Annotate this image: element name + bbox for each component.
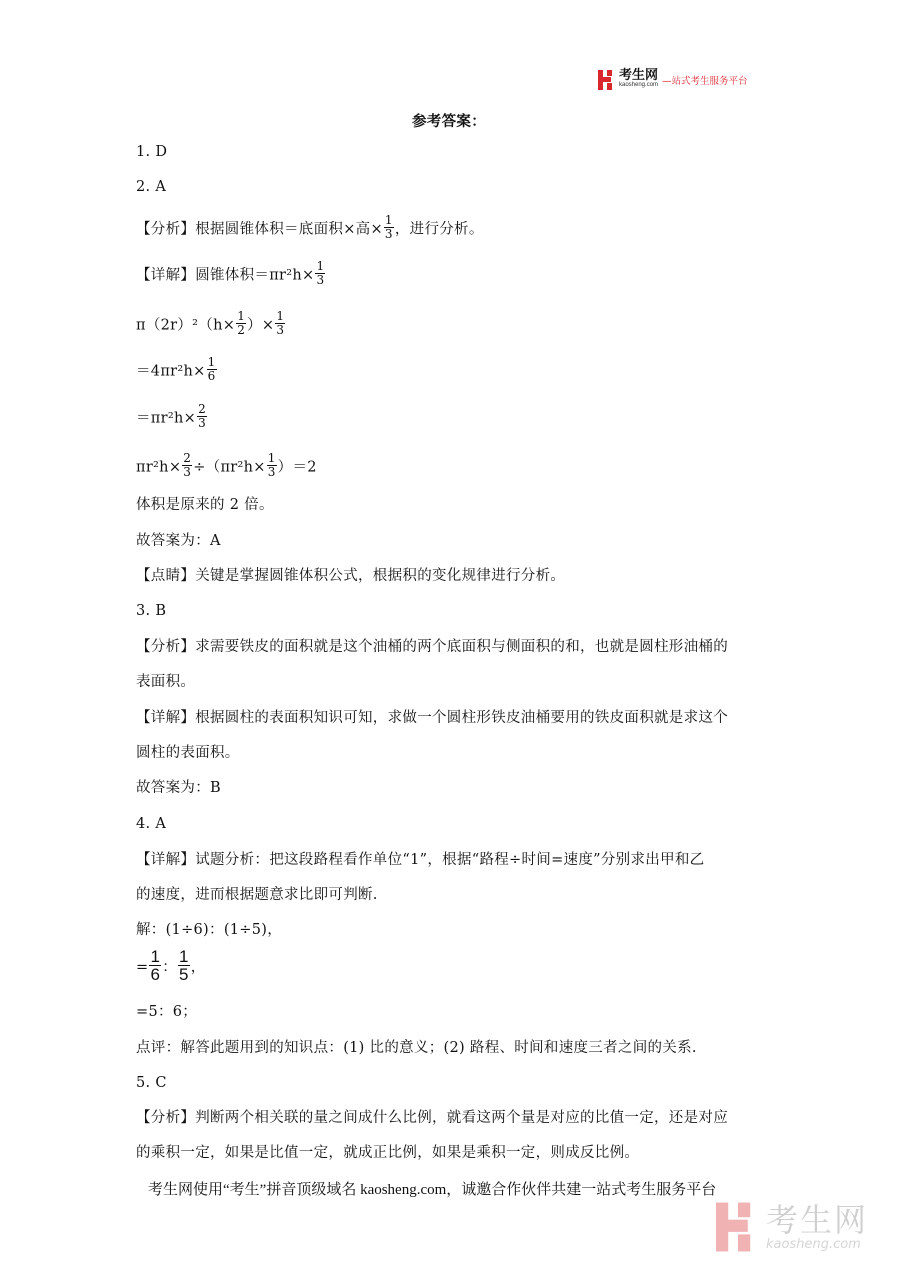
header-slogan: —站式考生服务平台 — [662, 76, 748, 87]
detail-2-line5-post: ）＝2 — [277, 459, 317, 476]
detail-2-line3-text: ＝4πr²h× — [136, 363, 206, 380]
detail-2-line2-mid: ）× — [247, 317, 275, 334]
analysis-5-line1: 【分析】判断两个相关联的量之间成什么比例，就看这两个量是对应的比值一定，还是对应 — [136, 1110, 728, 1126]
analysis-3-line1: 【分析】求需要铁皮的面积就是这个油桶的两个底面积与侧面积的和，也就是圆柱形油桶的 — [136, 639, 728, 655]
answer-3-final: 故答案为：B — [136, 780, 221, 796]
detail-3-line1: 【详解】根据圆柱的表面积知识可知，求做一个圆柱形铁皮油桶要用的铁皮面积就是求这个 — [136, 710, 728, 726]
fraction-denominator: 3 — [384, 227, 393, 241]
analysis-3-line2: 表面积。 — [136, 674, 196, 690]
fraction-1-3 — [267, 452, 277, 479]
fraction-denominator: 3 — [267, 465, 276, 479]
fraction-numerator: 1 — [384, 213, 393, 227]
fraction-1-5 — [178, 948, 190, 983]
detail-2-line2-text: π（2r）²（h× — [136, 317, 236, 334]
fraction-1-2 — [236, 310, 246, 337]
fraction-denominator: 6 — [207, 369, 216, 383]
fraction-numerator: 1 — [267, 451, 276, 465]
answer-3: 3. B — [136, 603, 167, 619]
fraction-numerator: 1 — [237, 309, 246, 323]
detail-4-line2: 的速度，进而根据题意求比即可判断. — [136, 887, 378, 903]
detail-2-line5 — [136, 451, 317, 481]
analysis-2 — [136, 213, 484, 243]
fraction-denominator: 6 — [150, 965, 161, 984]
header-logo — [598, 67, 748, 90]
analysis-5-line2: 的乘积一定，如果是比值一定，就成正比例，如果是乘积一定，则成反比例。 — [136, 1145, 640, 1161]
fraction-denominator: 3 — [183, 465, 192, 479]
logo-mark-icon — [598, 70, 616, 90]
fraction-2-3 — [182, 452, 192, 479]
solution-4-line2-post: ， — [190, 959, 206, 976]
solution-4-line2-pre: = — [136, 959, 149, 976]
comment-4: 点评：解答此题用到的知识点：(1) 比的意义；(2) 路程、时间和速度三者之间的关系. — [136, 1040, 697, 1056]
comment-2: 【点睛】关键是掌握圆锥体积公式，根据积的变化规律进行分析。 — [136, 568, 566, 584]
fraction-numerator: 1 — [150, 947, 161, 966]
fraction-numerator: 2 — [198, 402, 206, 416]
detail-2-line1-text: 【详解】圆锥体积＝πr²h× — [136, 267, 315, 284]
logo-name: 考生网 — [619, 67, 659, 82]
fraction-numerator: 2 — [183, 451, 192, 465]
detail-2-line5-text: πr²h× — [136, 459, 182, 476]
fraction-denominator: 5 — [179, 965, 189, 984]
watermark-name: 考生网 — [766, 1201, 869, 1239]
fraction-numerator: 1 — [179, 947, 189, 966]
fraction-1-3 — [275, 310, 285, 337]
detail-2-line5-mid: ÷（πr²h× — [193, 459, 266, 476]
answer-2-final: 故答案为：A — [136, 533, 221, 549]
fraction-1-3 — [315, 260, 325, 287]
fraction-denominator: 3 — [198, 416, 206, 430]
page-title: 参考答案： — [412, 113, 486, 130]
detail-2-line4 — [136, 402, 208, 432]
fraction-1-6 — [149, 948, 161, 983]
detail-2-conclusion: 体积是原来的 2 倍。 — [136, 497, 274, 513]
fraction-denominator: 3 — [276, 323, 285, 337]
answer-4: 4. A — [136, 816, 167, 832]
fraction-numerator: 1 — [316, 259, 325, 273]
detail-2-line2 — [136, 309, 286, 339]
detail-2-line3 — [136, 355, 218, 385]
detail-2-line1 — [136, 259, 326, 289]
footer-watermark — [716, 1202, 868, 1252]
fraction-numerator: 1 — [207, 355, 216, 369]
watermark-logo-icon — [716, 1202, 760, 1252]
answer-5: 5. C — [136, 1075, 167, 1091]
fraction-2-3 — [197, 403, 207, 430]
solution-4-line1: 解：(1÷6)：(1÷5)， — [136, 922, 283, 938]
fraction-denominator: 2 — [237, 323, 246, 337]
answer-1: 1. D — [136, 144, 168, 160]
detail-2-line4-text: ＝πr²h× — [136, 410, 197, 427]
detail-3-line2: 圆柱的表面积。 — [136, 745, 240, 761]
fraction-numerator: 1 — [276, 309, 285, 323]
fraction-1-3 — [384, 214, 394, 241]
solution-4-line2-sep: ： — [162, 959, 178, 976]
answer-2: 2. A — [136, 179, 167, 195]
solution-4-line2 — [136, 947, 206, 985]
watermark-domain: kaosheng.com — [766, 1237, 861, 1252]
logo-domain: kaosheng.com — [619, 82, 659, 88]
detail-4-line1: 【详解】试题分析：把这段路程看作单位“1”，根据“路程÷时间=速度”分别求出甲和乙 — [136, 852, 705, 868]
analysis-2-pre: 【分析】根据圆锥体积＝底面积×高× — [136, 221, 383, 238]
solution-4-line3: =5：6； — [136, 1004, 198, 1020]
fraction-1-6 — [207, 356, 217, 383]
fraction-denominator: 3 — [316, 273, 325, 287]
footer-text: 考生网使用“考生”拼音顶级域名 kaosheng.com，诚邀合作伙伴共建一站式考生服务平台 — [148, 1182, 717, 1198]
analysis-2-post: ，进行分析。 — [394, 221, 484, 238]
